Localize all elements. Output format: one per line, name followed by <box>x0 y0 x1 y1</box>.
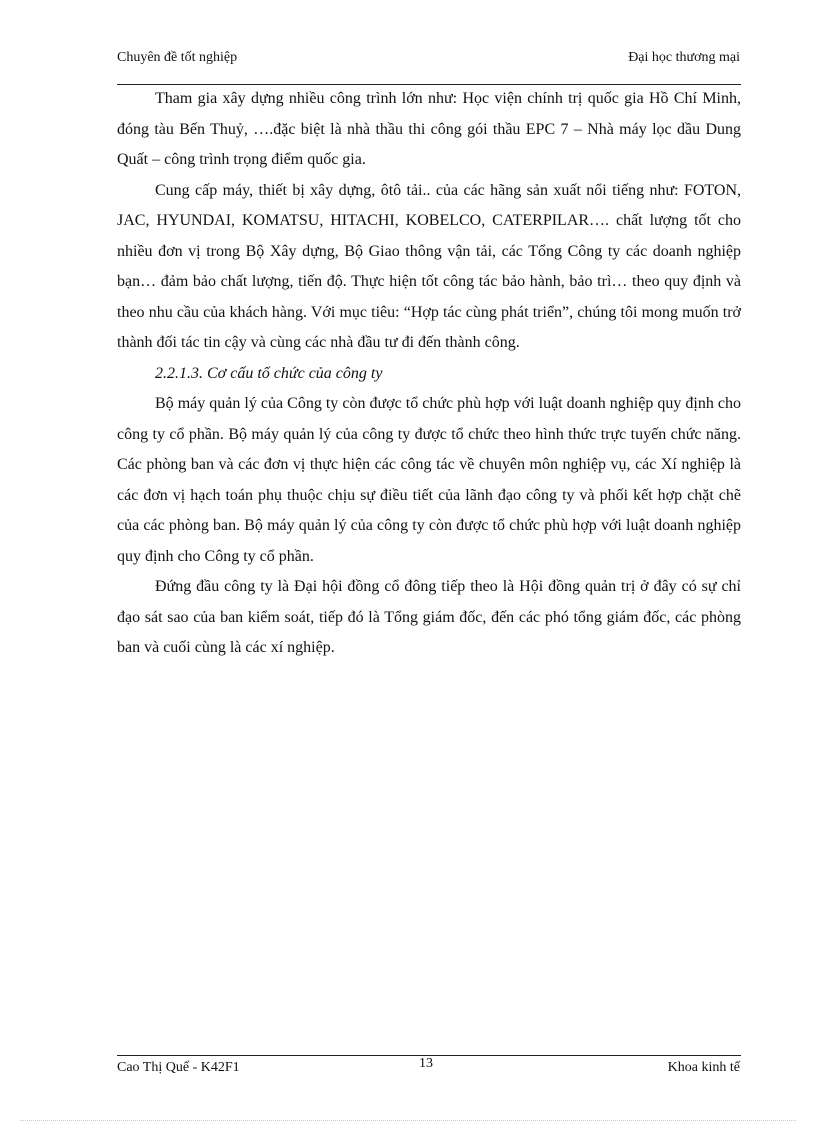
paragraph-structure: Đứng đầu công ty là Đại hội đồng cổ đông tiếp theo là Hội đồng quản trị ở đây có sự chỉ đạo sát sao của ban kiểm soát, tiếp đó là Tổng giám đốc, đến các phó tổng giám đốc, các phòng ban và cuối cùng là các xí nghiệp. <box>117 578 741 656</box>
header-right: Đại học thương mại <box>628 50 740 65</box>
page-number: 13 <box>419 1056 433 1071</box>
paragraph-projects: Tham gia xây dựng nhiều công trình lớn như: Học viện chính trị quốc gia Hồ Chí Minh, đóng tàu Bến Thuỷ, ….đặc biệt là nhà thầu thi công gói thầu EPC 7 – Nhà máy lọc dầu Dung Quất – công trình trọng điểm quốc gia. <box>117 90 741 168</box>
body-text <box>117 84 741 664</box>
paragraph-management: Bộ máy quản lý của Công ty còn được tổ chức phù hợp với luật doanh nghiệp quy định cho công ty cổ phần. Bộ máy quản lý của công ty được tổ chức theo hình thức trực tuyến chức năng. Các phòng ban và các đơn vị thực hiện các công tác về chuyên môn nghiệp vụ, các Xí nghiệp là các đơn vị hạch toán phụ thuộc chịu sự điều tiết của lãnh đạo công ty và phối kết hợp chặt chẽ của các phòng ban. Bộ máy quản lý của công ty còn được tổ chức phù hợp với luật doanh nghiệp quy định cho Công ty cổ phần. <box>117 395 741 565</box>
footer-author: Cao Thị Quế - K42F1 <box>117 1060 240 1075</box>
section-heading: 2.2.1.3. Cơ cấu tổ chức của công ty <box>155 364 383 382</box>
footer-department: Khoa kinh tế <box>667 1060 740 1075</box>
paragraph-equipment: Cung cấp máy, thiết bị xây dựng, ôtô tải.. của các hãng sản xuất nổi tiếng như: FOTON, JAC, HYUNDAI, KOMATSU, HITACHI, KOBELCO, CATERPILAR…. chất lượng tốt cho nhiều đơn vị trong Bộ Xây dựng, Bộ Giao thông vận tải, các Tổng Công ty các doanh nghiệp bạn… đảm bảo chất lượng, tiến độ. Thực hiện tốt công tác bảo hành, bảo trì… theo quy định và theo nhu cầu của khách hàng. Với mục tiêu: “Hợp tác cùng phát triển”, chúng tôi mong muốn trở thành đối tác tin cậy và cùng các nhà đầu tư đi đến thành công. <box>117 181 741 351</box>
header-left: Chuyên đề tốt nghiệp <box>117 50 238 65</box>
page-border <box>20 1120 796 1121</box>
